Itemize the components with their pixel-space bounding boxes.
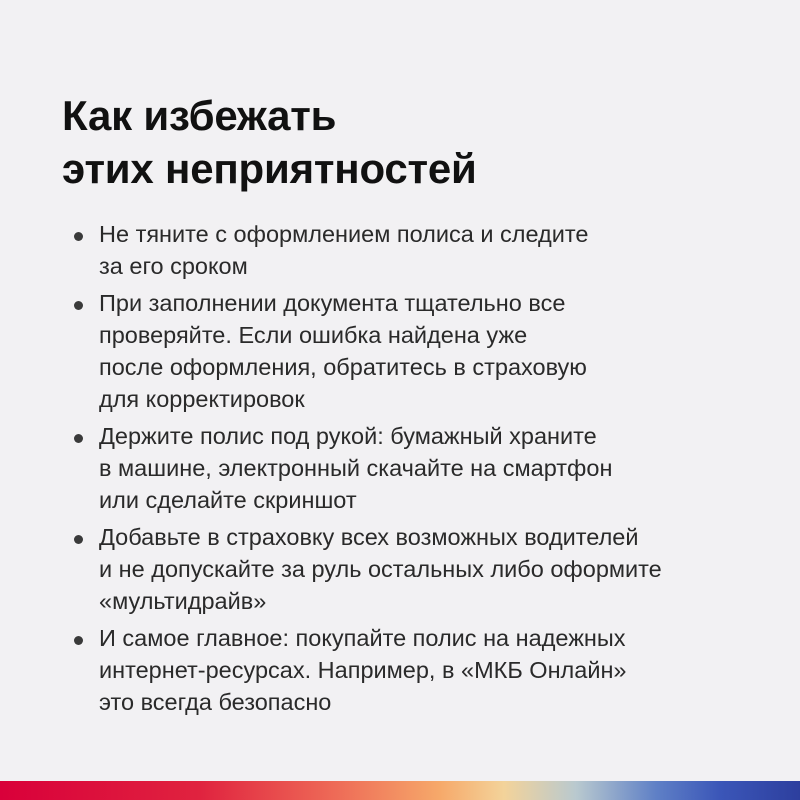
tip-item-2: [74, 287, 764, 415]
tip-1-line-1: Не тяните с оформлением полиса и следите: [99, 221, 589, 247]
tip-item-1: [74, 218, 764, 282]
page-title: [62, 89, 477, 195]
tip-2-line-4: для корректировок: [99, 386, 305, 412]
tips-list: [74, 218, 764, 723]
tip-3-line-3: или сделайте скриншот: [99, 487, 357, 513]
gradient-footer-bar: [0, 781, 800, 800]
tip-4-line-1: Добавьте в страховку всех возможных водителей: [99, 524, 639, 550]
page-title-line-1: Как избежать: [62, 92, 337, 139]
tip-3-line-2: в машине, электронный скачайте на смартфон: [99, 455, 613, 481]
bullet-dot-icon: [74, 636, 83, 645]
tip-4-line-2: и не допускайте за руль остальных либо оформите: [99, 556, 662, 582]
tip-2-line-1: При заполнении документа тщательно все: [99, 290, 566, 316]
bullet-dot-icon: [74, 301, 83, 310]
tip-2-line-3: после оформления, обратитесь в страховую: [99, 354, 587, 380]
bullet-dot-icon: [74, 535, 83, 544]
tip-item-4: [74, 521, 764, 617]
tip-4-line-3: «мультидрайв»: [99, 588, 267, 614]
tip-5-line-3: это всегда безопасно: [99, 689, 332, 715]
tip-2-line-2: проверяйте. Если ошибка найдена уже: [99, 322, 528, 348]
tip-5-line-1: И самое главное: покупайте полис на надежных: [99, 625, 626, 651]
bullet-dot-icon: [74, 232, 83, 241]
tip-item-5: [74, 622, 764, 718]
page-title-line-2: этих неприятностей: [62, 145, 477, 192]
tip-3-line-1: Держите полис под рукой: бумажный храните: [99, 423, 597, 449]
tip-item-3: [74, 420, 764, 516]
tip-5-line-2: интернет-ресурсах. Например, в «МКБ Онлайн»: [99, 657, 627, 683]
tip-1-line-2: за его сроком: [99, 253, 248, 279]
bullet-dot-icon: [74, 434, 83, 443]
